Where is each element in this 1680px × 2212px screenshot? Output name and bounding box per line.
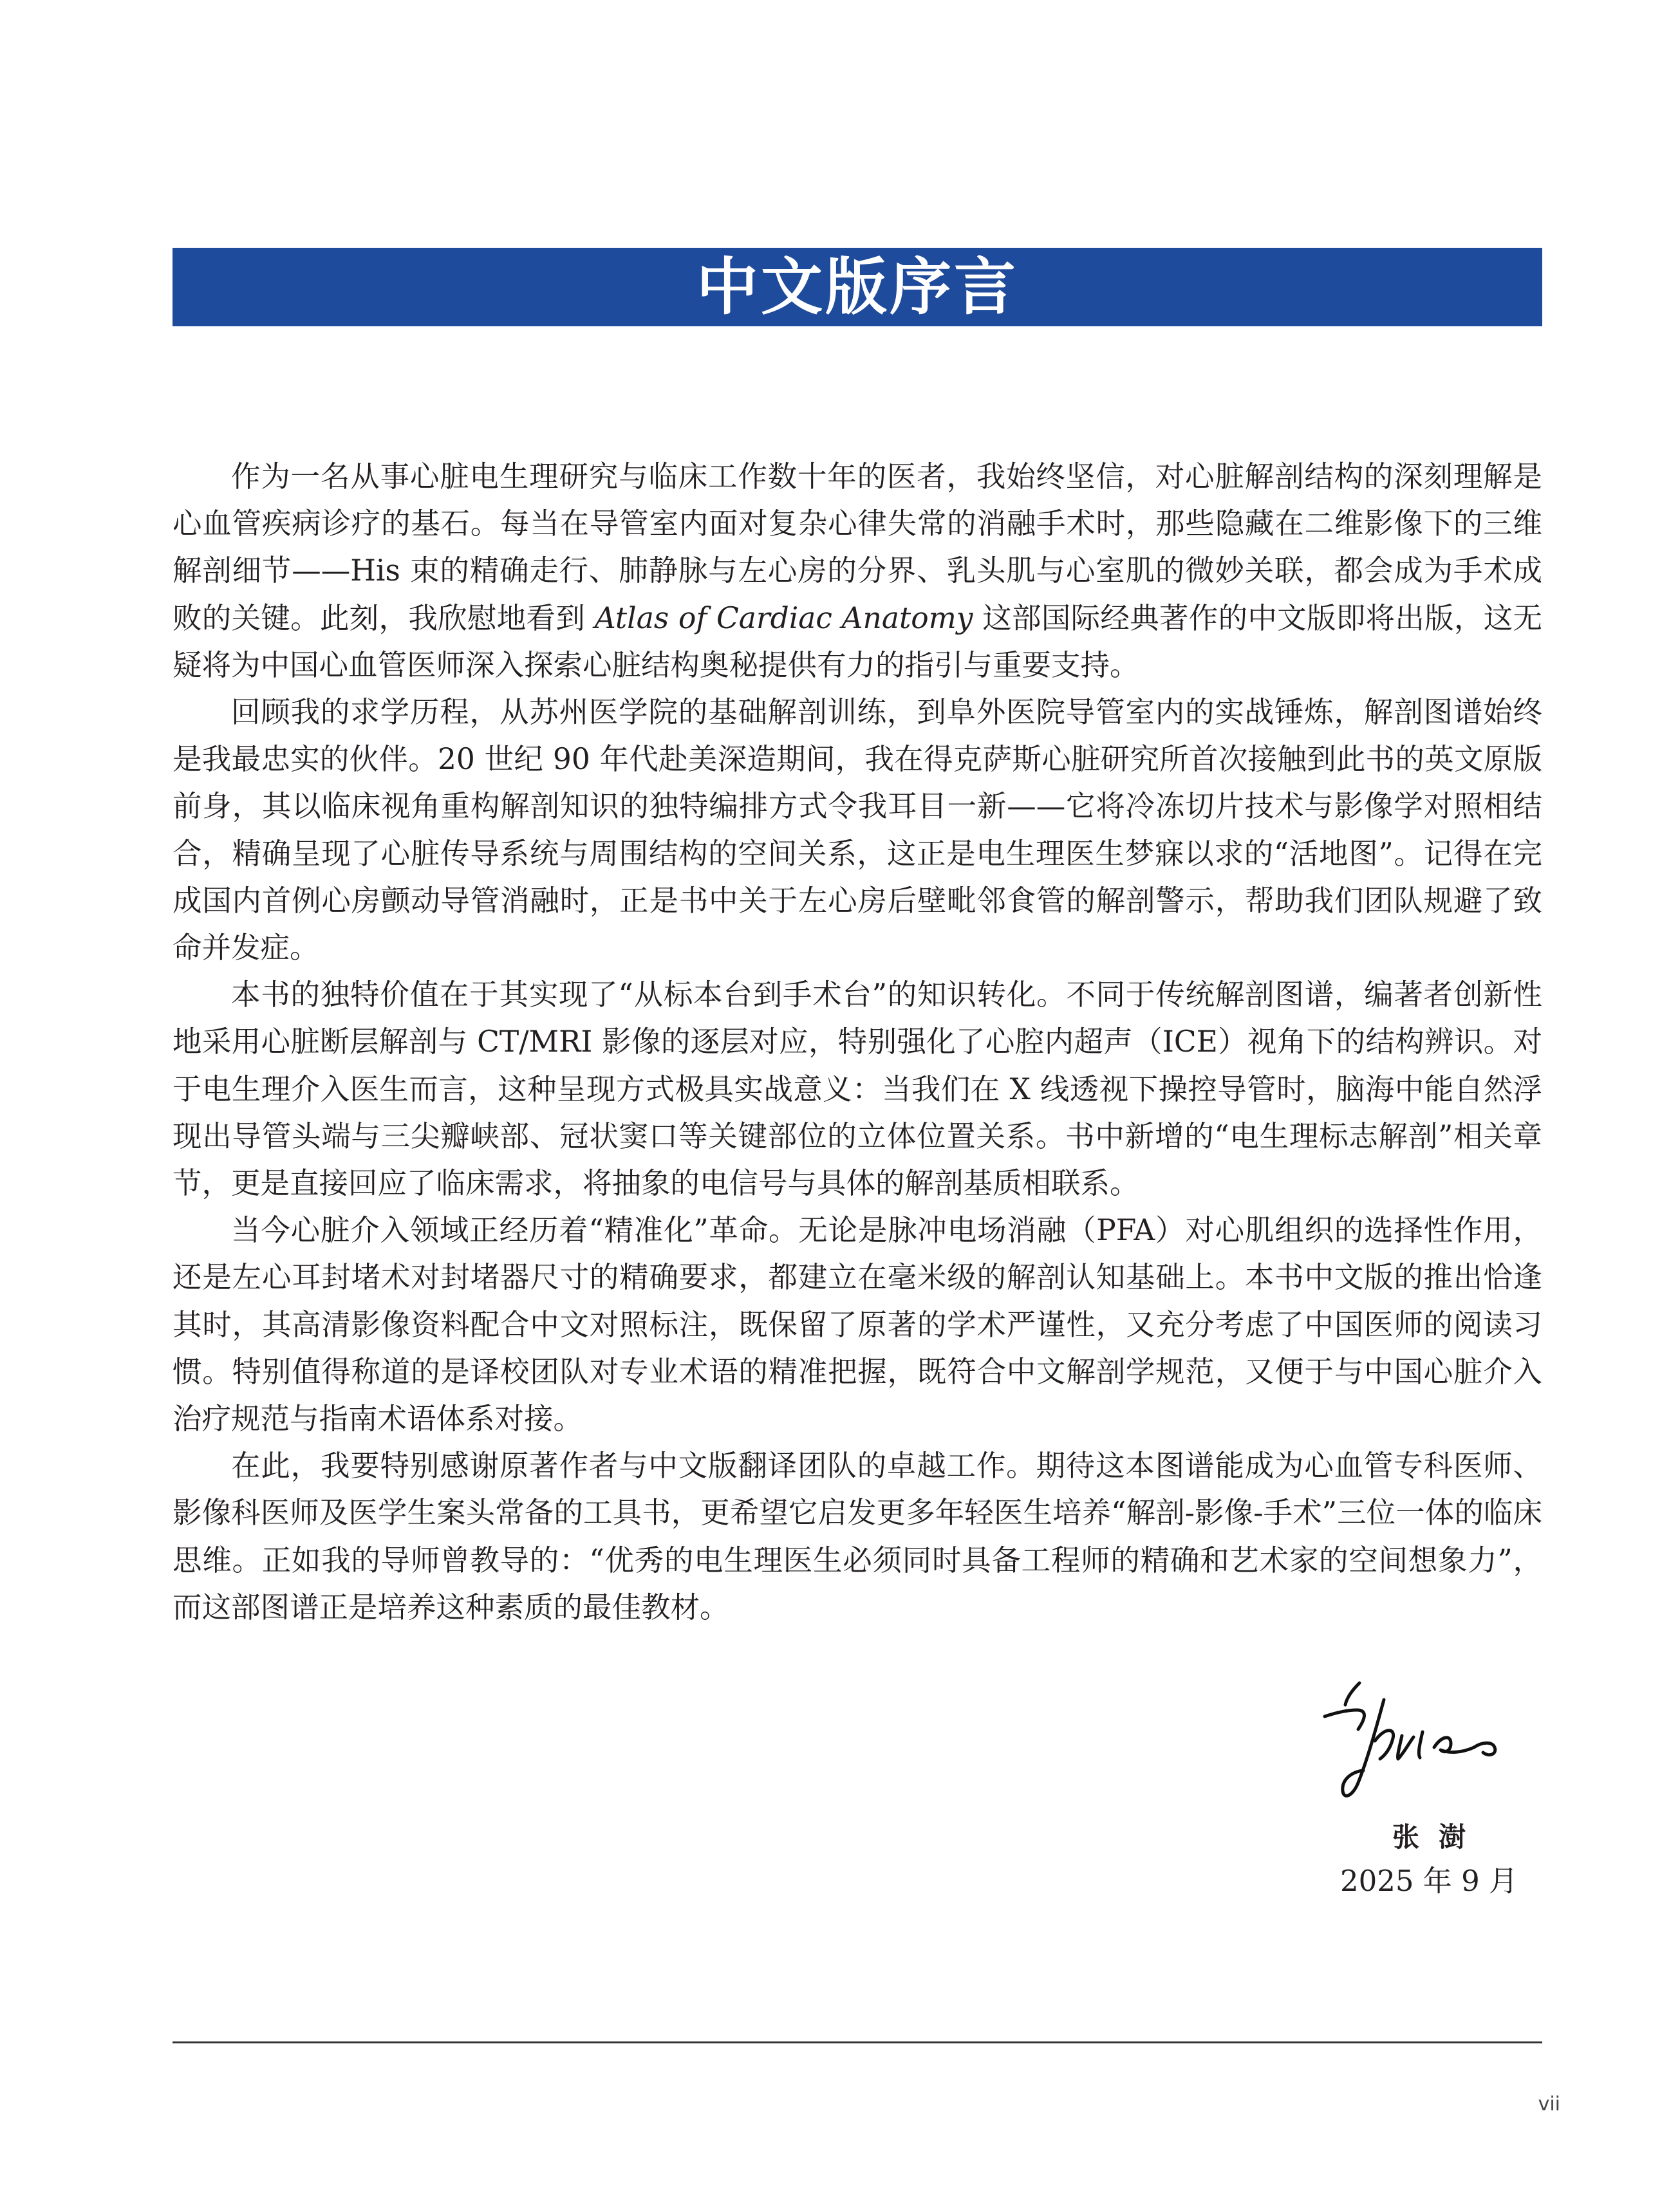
page-number: vii: [1538, 2093, 1560, 2115]
title-banner: [173, 248, 1542, 326]
paragraph-1: [173, 453, 1542, 689]
paragraph-2: 回顾我的求学历程，从苏州医学院的基础解剖训练，到阜外医院导管室内的实战锤炼，解剖图谱始终是我最忠实的伙伴。20 世纪 90 年代赴美深造期间，我在得克萨斯心脏研究所首次接触到此书的英文原版前身，其以临床视角重构解剖知识的独特编排方式令我耳目一新——它将冷冻切片技术与影像学对照相结合，精确呈现了心脏传导系统与周围结构的空间关系，这正是电生理医生梦寐以求的“活地图”。记得在完成国内首例心房颤动导管消融时，正是书中关于左心房后壁毗邻食管的解剖警示，帮助我们团队规避了致命并发症。: [173, 695, 1542, 965]
paragraph-1-part-1: 作为一名从事心脏电生理研究与临床工作数十年的医者，我始终坚信，对心脏解剖结构的深刻理解是心血管疾病诊疗的基石。每当在导管室内面对复杂心律失常的消融手术时，那些隐藏在二维影像下的三维解剖细节——His 束的精确走行、肺静脉与左心房的分界、乳头肌与心室肌的微妙关联，都会成为手术成败的关键。此刻，我欣慰地看到: [173, 460, 1542, 635]
handwritten-signature: [1313, 1677, 1545, 1812]
paragraph-4: 当今心脏介入领域正经历着“精准化”革命。无论是脉冲电场消融（PFA）对心肌组织的选择性作用，还是左心耳封堵术对封堵器尺寸的精确要求，都建立在毫米级的解剖认知基础上。本书中文版的推出恰逢其时，其高清影像资料配合中文对照标注，既保留了原著的学术严谨性，又充分考虑了中国医师的阅读习惯。特别值得称道的是译校团队对专业术语的精准把握，既符合中文解剖学规范，又便于与中国心脏介入治疗规范与指南术语体系对接。: [173, 1213, 1542, 1436]
paragraph-1-part-2: 这部国际经典著作的中文版即将出版，这无疑将为中国心血管医师深入探索心脏结构奥秘提供有力的指引与重要支持。: [173, 600, 1542, 682]
paragraph-5: 在此，我要特别感谢原著作者与中文版翻译团队的卓越工作。期待这本图谱能成为心血管专科医师、影像科医师及医学生案头常备的工具书，更希望它启发更多年轻医生培养“解剖-影像-手术”三位一体的临床思维。正如我的导师曾教导的：“优秀的电生理医生必须同时具备工程师的精确和艺术家的空间想象力”，而这部图谱正是培养这种素质的最佳教材。: [173, 1449, 1542, 1624]
book-title: Atlas of Cardiac Anatomy: [594, 600, 973, 635]
author-name: 张澍: [1392, 1821, 1485, 1853]
preface-body: [173, 453, 1542, 1631]
footer-divider: [173, 2041, 1542, 2043]
paragraph-3: 本书的独特价值在于其实现了“从标本台到手术台”的知识转化。不同于传统解剖图谱，编著者创新性地采用心脏断层解剖与 CT/MRI 影像的逐层对应，特别强化了心腔内超声（ICE）视角下的结构辨识。对于电生理介入医生而言，这种呈现方式极具实战意义：当我们在 X 线透视下操控导管时，脑海中能自然浮现出导管头端与三尖瓣峡部、冠状窦口等关键部位的立体位置关系。书中新增的“电生理标志解剖”相关章节，更是直接回应了临床需求，将抽象的电信号与具体的解剖基质相联系。: [173, 978, 1542, 1201]
preface-date: 2025 年 9 月: [1339, 1864, 1518, 1898]
page-title: 中文版序言: [696, 250, 1018, 323]
